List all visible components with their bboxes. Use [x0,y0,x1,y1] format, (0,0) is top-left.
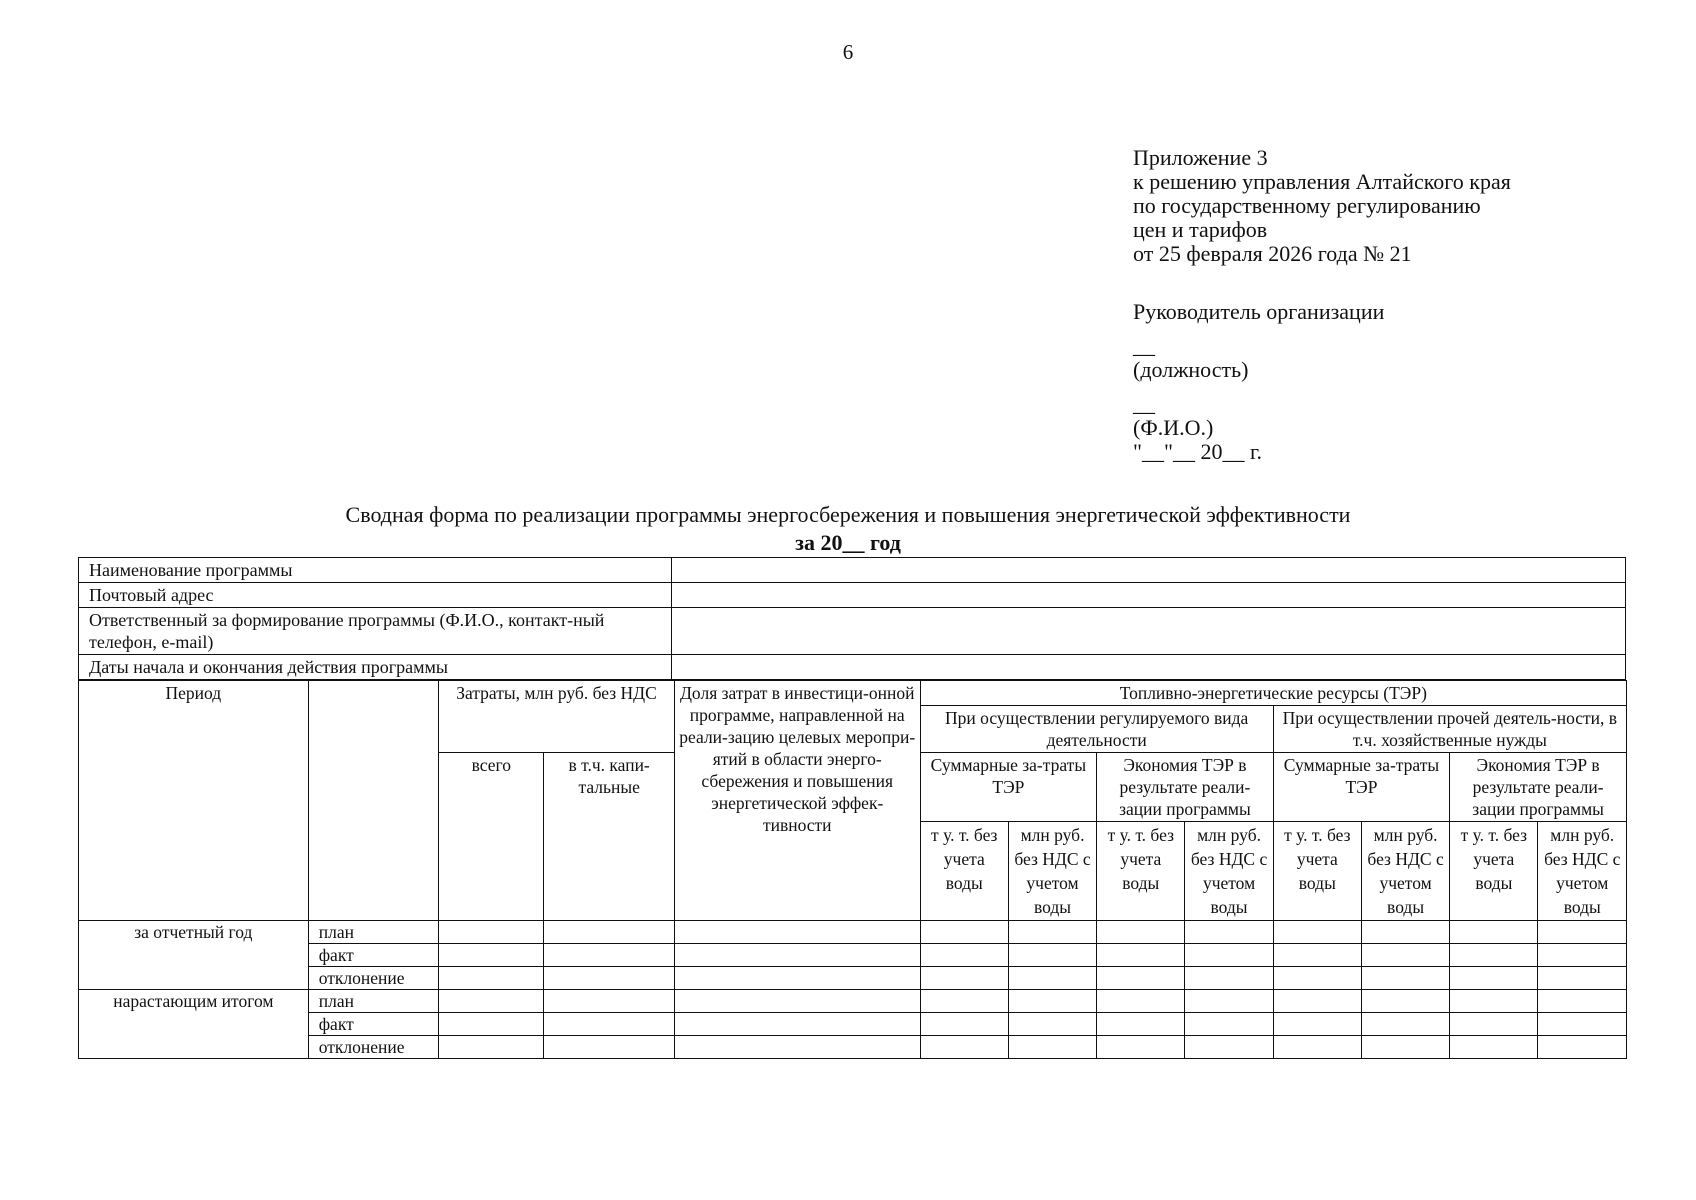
data-cell[interactable] [1538,990,1627,1013]
row-type: план [308,990,438,1013]
appendix-block [1133,146,1673,266]
table-row [79,1036,1627,1059]
data-cell[interactable] [1538,944,1627,967]
data-cell[interactable] [920,990,1008,1013]
data-cell[interactable] [920,967,1008,990]
name-label: (Ф.И.О.) [1133,415,1214,440]
data-cell[interactable] [1538,967,1627,990]
table-row [79,944,1627,967]
row-type: факт [308,944,438,967]
data-cell[interactable] [439,990,544,1013]
program-info-table [78,557,1626,680]
page-number: 6 [842,40,854,64]
appendix-line: по государственному регулированию [1133,193,1481,218]
header-unit-tut: т у. т. без учета воды [920,822,1008,921]
data-cell[interactable] [544,1036,674,1059]
name-blank: __ [1133,391,1155,416]
data-cell[interactable] [1185,990,1273,1013]
data-cell[interactable] [1097,967,1185,990]
appendix-line: к решению управления Алтайского края [1133,169,1511,194]
header-blank [308,681,438,921]
info-label: Почтовый адрес [79,583,672,608]
data-cell[interactable] [544,944,674,967]
data-cell[interactable] [439,1036,544,1059]
data-cell[interactable] [1008,944,1096,967]
data-cell[interactable] [1538,1036,1627,1059]
header-unit-mln: млн руб. без НДС с учетом воды [1361,822,1449,921]
data-cell[interactable] [1538,921,1627,944]
data-cell[interactable] [1273,990,1361,1013]
header-total-ter: Суммарные за-траты ТЭР [1273,753,1450,822]
info-value-cell[interactable] [672,608,1626,655]
appendix-line: от 25 февраля 2026 года № 21 [1133,241,1412,266]
info-value-cell[interactable] [672,655,1626,680]
row-type: отклонение [308,1036,438,1059]
data-cell[interactable] [1361,944,1449,967]
data-cell[interactable] [439,1013,544,1036]
appendix-line: цен и тарифов [1133,217,1268,242]
data-cell[interactable] [674,967,920,990]
info-value-cell[interactable] [672,583,1626,608]
data-cell[interactable] [1097,990,1185,1013]
data-cell[interactable] [1008,1013,1096,1036]
data-cell[interactable] [439,921,544,944]
header-period: Период [79,681,309,921]
data-cell[interactable] [1008,921,1096,944]
table-row [79,1013,1627,1036]
info-row [79,558,1626,583]
data-cell[interactable] [544,1013,674,1036]
table-row [79,967,1627,990]
data-cell[interactable] [1185,967,1273,990]
data-cell[interactable] [1450,967,1538,990]
data-cell[interactable] [1361,967,1449,990]
data-cell[interactable] [1008,990,1096,1013]
data-cell[interactable] [1450,1036,1538,1059]
header-other: При осуществлении прочей деятель-ности, в т.ч. хозяйственные нужды [1273,706,1626,753]
info-label: Наименование программы [79,558,672,583]
data-cell[interactable] [1273,1013,1361,1036]
data-cell[interactable] [1273,1036,1361,1059]
data-cell[interactable] [920,944,1008,967]
header-total-ter: Суммарные за-траты ТЭР [920,753,1097,822]
header-unit-tut: т у. т. без учета воды [1273,822,1361,921]
form-subtitle: за 20__ год [795,530,901,555]
header-unit-mln: млн руб. без НДС с учетом воды [1538,822,1627,921]
info-label: Ответственный за формирование программы (Ф.И.О., контакт-ный телефон, e-mail) [79,608,672,655]
data-cell[interactable] [1450,921,1538,944]
data-cell[interactable] [1450,944,1538,967]
appendix-line: Приложение 3 [1133,145,1268,170]
data-cell[interactable] [1273,967,1361,990]
row-type: план [308,921,438,944]
header-ter: Топливно-энергетические ресурсы (ТЭР) [920,681,1626,706]
data-cell[interactable] [920,921,1008,944]
data-cell[interactable] [1097,1036,1185,1059]
header-unit-tut: т у. т. без учета воды [1097,822,1185,921]
data-cell[interactable] [1185,944,1273,967]
header-savings-ter: Экономия ТЭР в результате реали-зации программы [1450,753,1627,822]
signature-head: Руководитель организации [1133,299,1385,324]
header-savings-ter: Экономия ТЭР в результате реали-зации программы [1097,753,1274,822]
data-cell[interactable] [1361,1036,1449,1059]
data-cell[interactable] [1097,944,1185,967]
summary-table [78,680,1627,1059]
header-unit-mln: млн руб. без НДС с учетом воды [1008,822,1096,921]
data-cell[interactable] [544,921,674,944]
data-cell[interactable] [1185,1036,1273,1059]
data-cell[interactable] [1008,967,1096,990]
info-row [79,583,1626,608]
info-label: Даты начала и окончания действия программы [79,655,672,680]
data-cell[interactable] [674,1036,920,1059]
period-group-label: за отчетный год [79,921,309,990]
header-unit-mln: млн руб. без НДС с учетом воды [1185,822,1273,921]
data-cell[interactable] [544,990,674,1013]
row-type: факт [308,1013,438,1036]
data-cell[interactable] [1273,944,1361,967]
data-cell[interactable] [1538,1013,1627,1036]
header-costs-capital: в т.ч. капи-тальные [544,753,674,921]
header-costs: Затраты, млн руб. без НДС [439,681,675,753]
position-blank: __ [1133,333,1155,358]
data-cell[interactable] [544,967,674,990]
data-cell[interactable] [439,967,544,990]
data-cell[interactable] [674,921,920,944]
table-row [79,921,1627,944]
row-type: отклонение [308,967,438,990]
info-row [79,608,1626,655]
table-row [79,990,1627,1013]
form-title: Сводная форма по реализации программы энергосбережения и повышения энергетической эффективности [345,502,1351,527]
data-cell[interactable] [1273,921,1361,944]
date-line: "__"__ 20__ г. [1133,439,1263,464]
data-cell[interactable] [439,944,544,967]
info-row [79,655,1626,680]
data-cell[interactable] [920,1013,1008,1036]
signature-block [1133,300,1673,464]
data-cell[interactable] [1185,1013,1273,1036]
header-unit-tut: т у. т. без учета воды [1450,822,1538,921]
data-cell[interactable] [1361,990,1449,1013]
data-cell[interactable] [1361,921,1449,944]
data-cell[interactable] [1097,1013,1185,1036]
data-cell[interactable] [674,944,920,967]
header-costs-total: всего [439,753,544,921]
data-cell[interactable] [1097,921,1185,944]
data-cell[interactable] [674,1013,920,1036]
data-cell[interactable] [1008,1036,1096,1059]
data-cell[interactable] [1361,1013,1449,1036]
info-value-cell[interactable] [672,558,1626,583]
position-label: (должность) [1133,357,1249,382]
header-regulated: При осуществлении регулируемого вида деятельности [920,706,1273,753]
data-cell[interactable] [1450,1013,1538,1036]
header-share: Доля затрат в инвестици-онной программе, направленной на реали-зацию целевых меропри-ятий в области энерго-сбережения и повышения энергетической эффек-тивности [674,681,920,921]
data-cell[interactable] [920,1036,1008,1059]
period-group-label: нарастающим итогом [79,990,309,1059]
data-cell[interactable] [674,990,920,1013]
data-cell[interactable] [1450,990,1538,1013]
data-cell[interactable] [1185,921,1273,944]
